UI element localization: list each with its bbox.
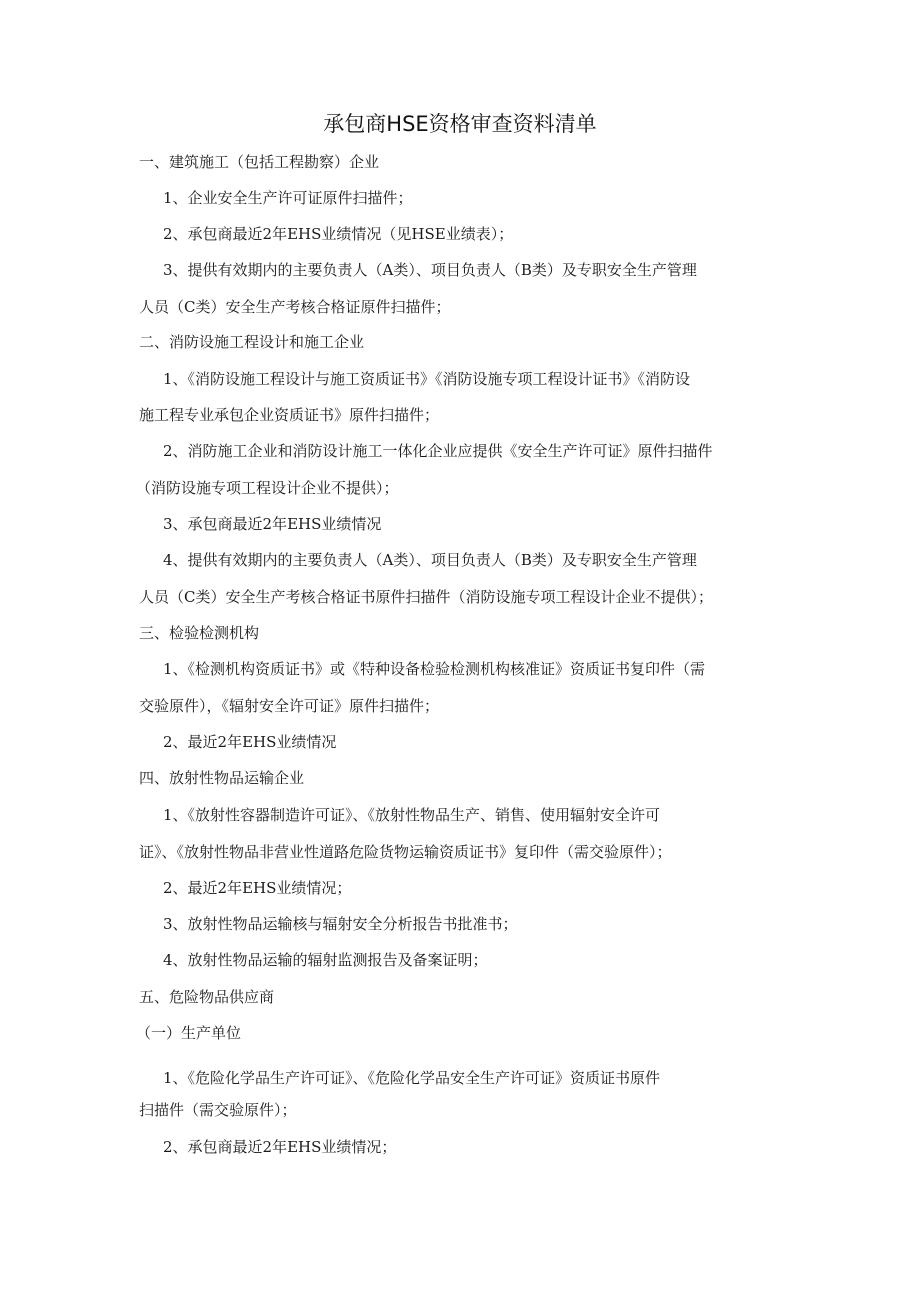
item-continuation-line: 证》、《放射性物品非营业性道路危险货物运输资质证书》复印件（需交验原件）； [139, 843, 672, 861]
item-line: 3、承包商最近2年EHS业绩情况 [163, 515, 382, 533]
item-continuation-line: 施工程专业承包企业资质证书》原件扫描件； [139, 406, 440, 424]
section-heading-1: 一、建筑施工（包括工程勘察）企业 [139, 153, 380, 171]
item-line: 2、承包商最近2年EHS业绩情况； [163, 1138, 397, 1156]
item-line: 1、《检测机构资质证书》或《特种设备检验检测机构核准证》资质证书复印件（需 [163, 660, 706, 678]
item-line: 1、企业安全生产许可证原件扫描件； [163, 189, 413, 207]
subsection-heading: （一）生产单位 [136, 1024, 242, 1042]
item-line: 2、消防施工企业和消防设计施工一体化企业应提供《安全生产许可证》原件扫描件 [163, 442, 713, 460]
item-line: 1、《放射性容器制造许可证》、《放射性物品生产、销售、使用辐射安全许可 [163, 806, 661, 824]
document-title: 承包商HSE资格审查资料清单 [323, 112, 597, 136]
item-line: 2、最近2年EHS业绩情况 [163, 733, 337, 751]
section-heading-3: 三、检验检测机构 [139, 624, 260, 642]
item-continuation-line: 人员（C类）安全生产考核合格证原件扫描件； [139, 298, 451, 316]
item-line: 4、放射性物品运输的辐射监测报告及备案证明； [163, 951, 488, 969]
item-continuation-line: （消防设施专项工程设计企业不提供）； [136, 479, 399, 497]
item-continuation-line: 交验原件），《辐射安全许可证》原件扫描件； [139, 697, 440, 715]
item-continuation-line: 人员（C类）安全生产考核合格证书原件扫描件（消防设施专项工程设计企业不提供）； [139, 588, 713, 606]
item-line: 3、提供有效期内的主要负责人（A类）、项目负责人（B类）及专职安全生产管理 [163, 261, 697, 279]
item-line: 2、承包商最近2年EHS业绩情况（见HSE业绩表）； [163, 225, 514, 243]
item-line: 4、提供有效期内的主要负责人（A类）、项目负责人（B类）及专职安全生产管理 [163, 551, 697, 569]
section-heading-4: 四、放射性物品运输企业 [139, 769, 305, 787]
item-line: 1、《消防设施工程设计与施工资质证书》《消防设施专项工程设计证书》《消防设 [163, 370, 691, 388]
item-line: 3、放射性物品运输核与辐射安全分析报告书批准书； [163, 915, 518, 933]
section-heading-5: 五、危险物品供应商 [139, 988, 275, 1006]
item-continuation-line: 扫描件（需交验原件）； [139, 1101, 297, 1119]
item-line: 2、最近2年EHS业绩情况； [163, 879, 352, 897]
item-line: 1、《危险化学品生产许可证》、《危险化学品安全生产许可证》资质证书原件 [163, 1069, 661, 1087]
section-heading-2: 二、消防设施工程设计和施工企业 [139, 333, 365, 351]
